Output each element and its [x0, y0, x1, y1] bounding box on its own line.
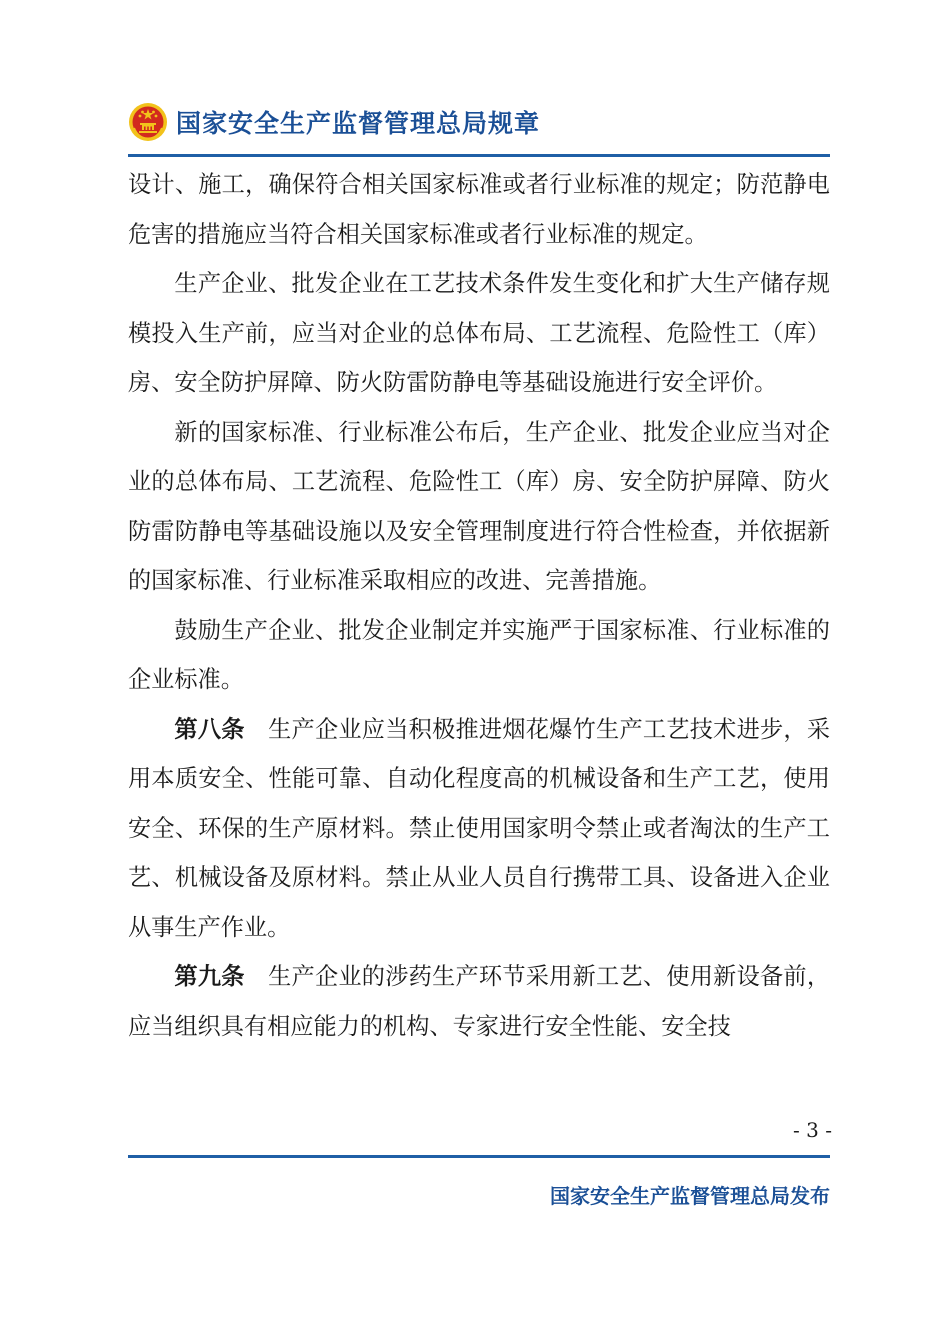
article-8 — [128, 705, 830, 953]
article-label: 第九条 — [174, 963, 245, 990]
national-emblem-icon — [128, 102, 168, 142]
footer-publisher: 国家安全生产监督管理总局发布 — [550, 1184, 830, 1208]
paragraph: 新的国家标准、行业标准公布后，生产企业、批发企业应当对企业的总体布局、工艺流程、危险性工（库）房、安全防护屏障、防火防雷防静电等基础设施以及安全管理制度进行符合性检查，并依据新的国家标准、行业标准采取相应的改进、完善措施。 — [128, 418, 830, 594]
document-body — [128, 160, 830, 1051]
document-header — [128, 96, 828, 156]
article-label: 第八条 — [174, 715, 245, 743]
header-title: 国家安全生产监督管理总局规章 — [176, 109, 541, 138]
paragraph: 生产企业、批发企业在工艺技术条件发生变化和扩大生产储存规模投入生产前，应当对企业的总体布局、工艺流程、危险性工（库）房、安全防护屏障、防火防雷防静电等基础设施进行安全评价。 — [128, 270, 830, 396]
article-9 — [128, 952, 830, 1051]
footer-divider — [128, 1155, 830, 1158]
paragraph: 设计、施工，确保符合相关国家标准或者行业标准的规定；防范静电危害的措施应当符合相关国家标准或者行业标准的规定。 — [128, 171, 830, 248]
article-text: 生产企业应当积极推进烟花爆竹生产工艺技术进步，采用本质安全、性能可靠、自动化程度高的机械设备和生产工艺，使用安全、环保的生产原材料。禁止使用国家明令禁止或者淘汰的生产工艺、机械设备及原材料。禁止从业人员自行携带工具、设备进入企业从事生产作业。 — [128, 715, 831, 941]
article-text: 生产企业的涉药生产环节采用新工艺、使用新设备前，应当组织具有相应能力的机构、专家进行安全性能、安全技 — [128, 963, 831, 1040]
paragraph: 鼓励生产企业、批发企业制定并实施严于国家标准、行业标准的企业标准。 — [128, 616, 830, 693]
page-number: - 3 - — [793, 1118, 832, 1142]
header-divider — [128, 154, 830, 157]
